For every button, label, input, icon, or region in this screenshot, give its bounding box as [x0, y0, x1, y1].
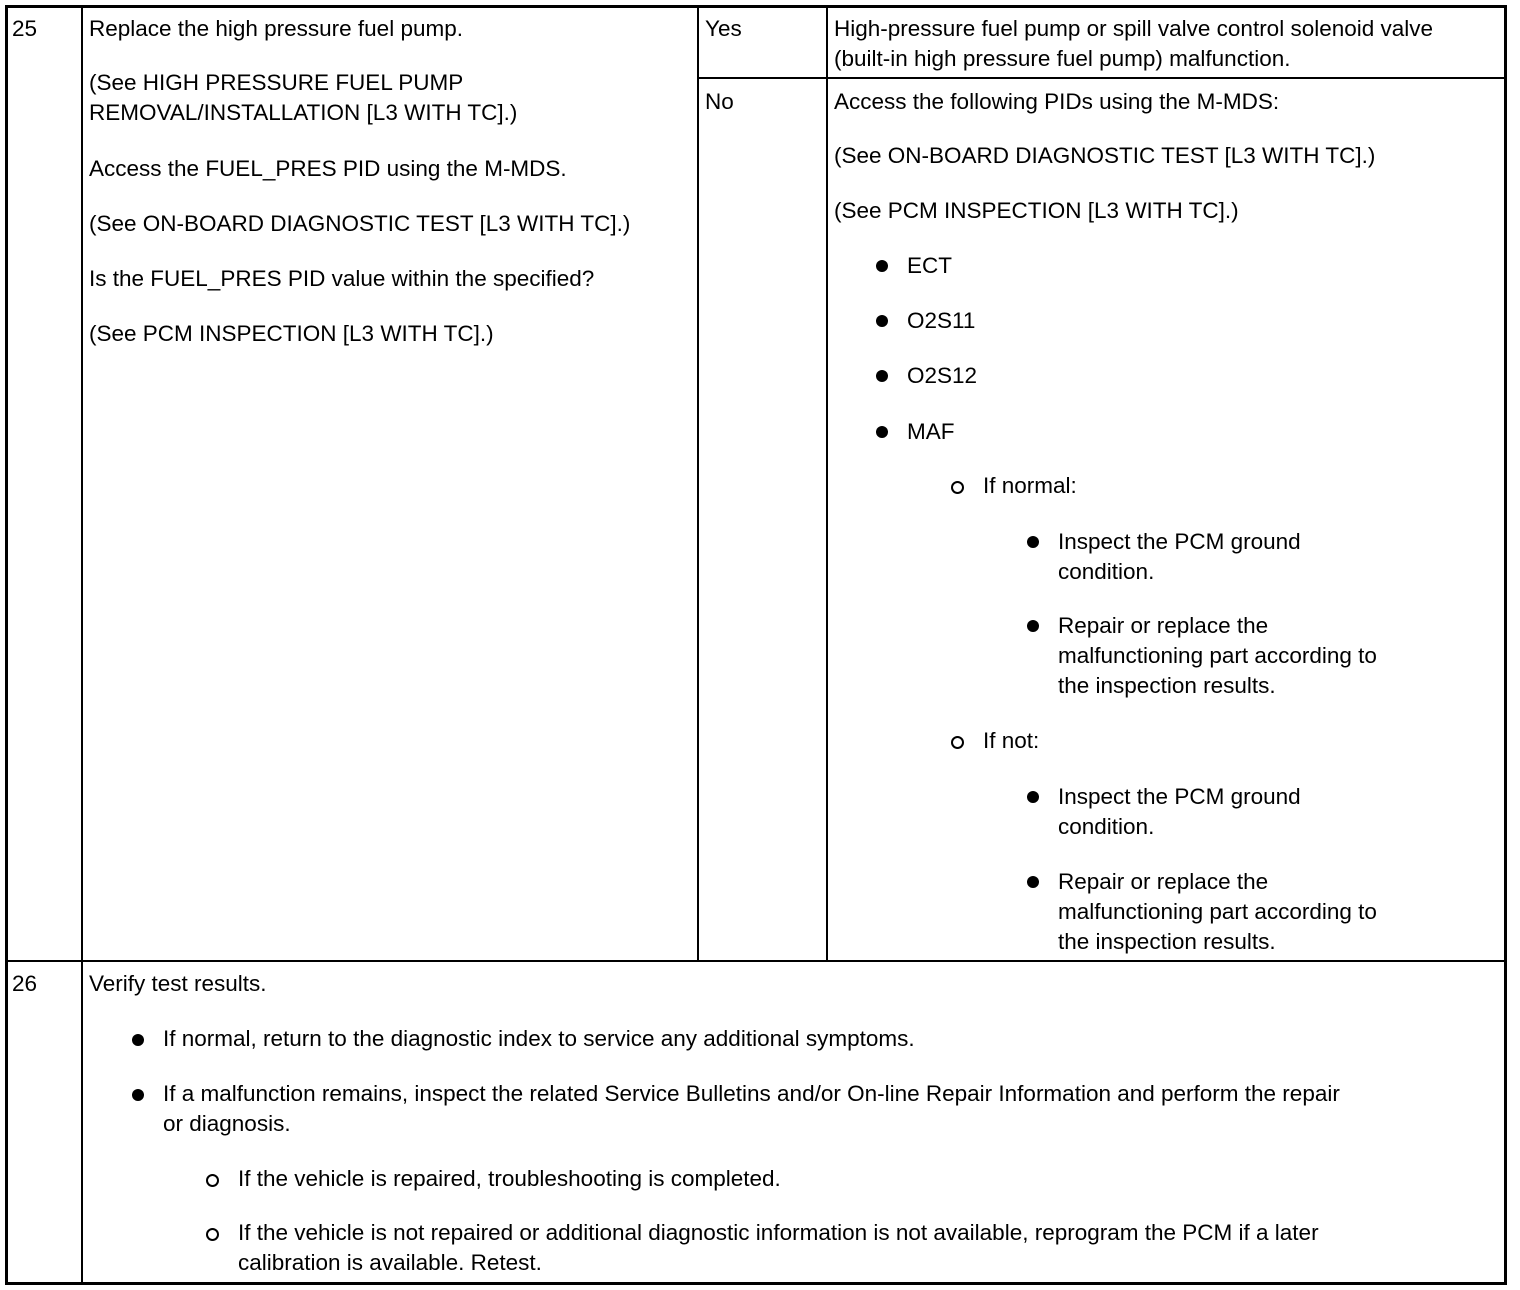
row-divider-25-26 [5, 960, 1507, 962]
bullet-icon [132, 1089, 144, 1101]
column-divider-result [826, 5, 828, 962]
answer-no-label: No [705, 89, 734, 114]
bullet-icon [876, 426, 888, 438]
bullet-icon [876, 315, 888, 327]
list-item [1058, 611, 1377, 701]
bullet-icon [1027, 620, 1039, 632]
reference-link [834, 196, 1239, 226]
list-item-line: If a malfunction remains, inspect the related Service Bulletins and/or On-line Repair Information and perform the repair [163, 1081, 1340, 1106]
step-number: 25 [12, 16, 38, 41]
bullet-icon [1027, 791, 1039, 803]
list-item [1058, 527, 1301, 587]
inspection-question [89, 264, 594, 294]
access-instruction [89, 154, 567, 184]
list-item-line: or diagnosis. [163, 1111, 291, 1136]
list-item-line: the inspection results. [1058, 673, 1276, 698]
reference-text: (See PCM INSPECTION [L3 WITH TC [834, 198, 1219, 223]
list-item-line: calibration is available. Retest. [238, 1250, 542, 1275]
column-divider-step [81, 5, 83, 1285]
pid-name: FUEL_PRES PID [205, 156, 381, 181]
question-text: Is the [89, 266, 151, 291]
sub-bullet-icon [951, 481, 964, 494]
list-item-line: Inspect the PCM ground [1058, 784, 1301, 809]
action-text: Verify test results. [89, 971, 267, 996]
list-item-line: If the vehicle is not repaired or additional diagnostic information is not available, reprogram the PCM if a later [238, 1220, 1319, 1245]
list-item: If the vehicle is repaired, troubleshooting is completed. [238, 1166, 781, 1191]
pid-item: O2S12 [907, 363, 978, 388]
row-divider-yes-no [697, 77, 1507, 79]
reference-link: (See PCM INSPECTION [L3 WITH TC].) [89, 321, 494, 346]
bullet-icon [1027, 536, 1039, 548]
pid-item: MAF [907, 419, 955, 444]
access-text: Access the [89, 156, 206, 181]
pid-item: ECT [907, 253, 952, 278]
list-item-line: malfunctioning part according to [1058, 643, 1377, 668]
reference-link: (See ON-BOARD DIAGNOSTIC TEST [L3 WITH TC].) [834, 143, 1376, 168]
pid-item: O2S11 [907, 308, 976, 333]
question-text: value within the specified? [325, 266, 595, 291]
list-item-line: condition. [1058, 814, 1155, 839]
bullet-icon [876, 370, 888, 382]
bullet-icon [876, 260, 888, 272]
reference-line: (See HIGH PRESSURE FUEL PUMP [89, 70, 464, 95]
answer-yes-label: Yes [705, 16, 742, 41]
list-item [238, 1218, 1319, 1278]
bullet-icon [1027, 876, 1039, 888]
pid-name: FUEL_PRES PID [150, 266, 326, 291]
reference-link: (See ON-BOARD DIAGNOSTIC TEST [L3 WITH TC].) [89, 211, 631, 236]
list-item [1058, 782, 1301, 842]
condition-label: If normal: [983, 473, 1077, 498]
reference-text: ].) [1218, 198, 1239, 223]
condition-label: If not: [983, 728, 1040, 753]
no-result-intro: Access the following PIDs using the M-MDS: [834, 89, 1280, 114]
reference-link [89, 68, 517, 128]
yes-result [834, 14, 1433, 74]
step-number: 26 [12, 971, 38, 996]
list-item-line: malfunctioning part according to [1058, 899, 1377, 924]
access-text: using the M-MDS. [380, 156, 567, 181]
sub-bullet-icon [206, 1174, 219, 1187]
list-item [163, 1079, 1340, 1139]
list-item-line: Repair or replace the [1058, 869, 1269, 894]
action-text: Replace the high pressure fuel pump. [89, 16, 463, 41]
list-item: If normal, return to the diagnostic index to service any additional symptoms. [163, 1026, 915, 1051]
column-divider-action [697, 5, 699, 962]
list-item-line: Repair or replace the [1058, 613, 1269, 638]
sub-bullet-icon [951, 736, 964, 749]
yes-result-line: (built-in high pressure fuel pump) malfunction. [834, 46, 1291, 71]
list-item-line: the inspection results. [1058, 929, 1276, 954]
bullet-icon [132, 1034, 144, 1046]
list-item [1058, 867, 1377, 957]
sub-bullet-icon [206, 1228, 219, 1241]
reference-line: REMOVAL/INSTALLATION [L3 WITH TC].) [89, 100, 518, 125]
yes-result-line: High-pressure fuel pump or spill valve control solenoid valve [834, 16, 1434, 41]
list-item-line: Inspect the PCM ground [1058, 529, 1301, 554]
list-item-line: condition. [1058, 559, 1155, 584]
